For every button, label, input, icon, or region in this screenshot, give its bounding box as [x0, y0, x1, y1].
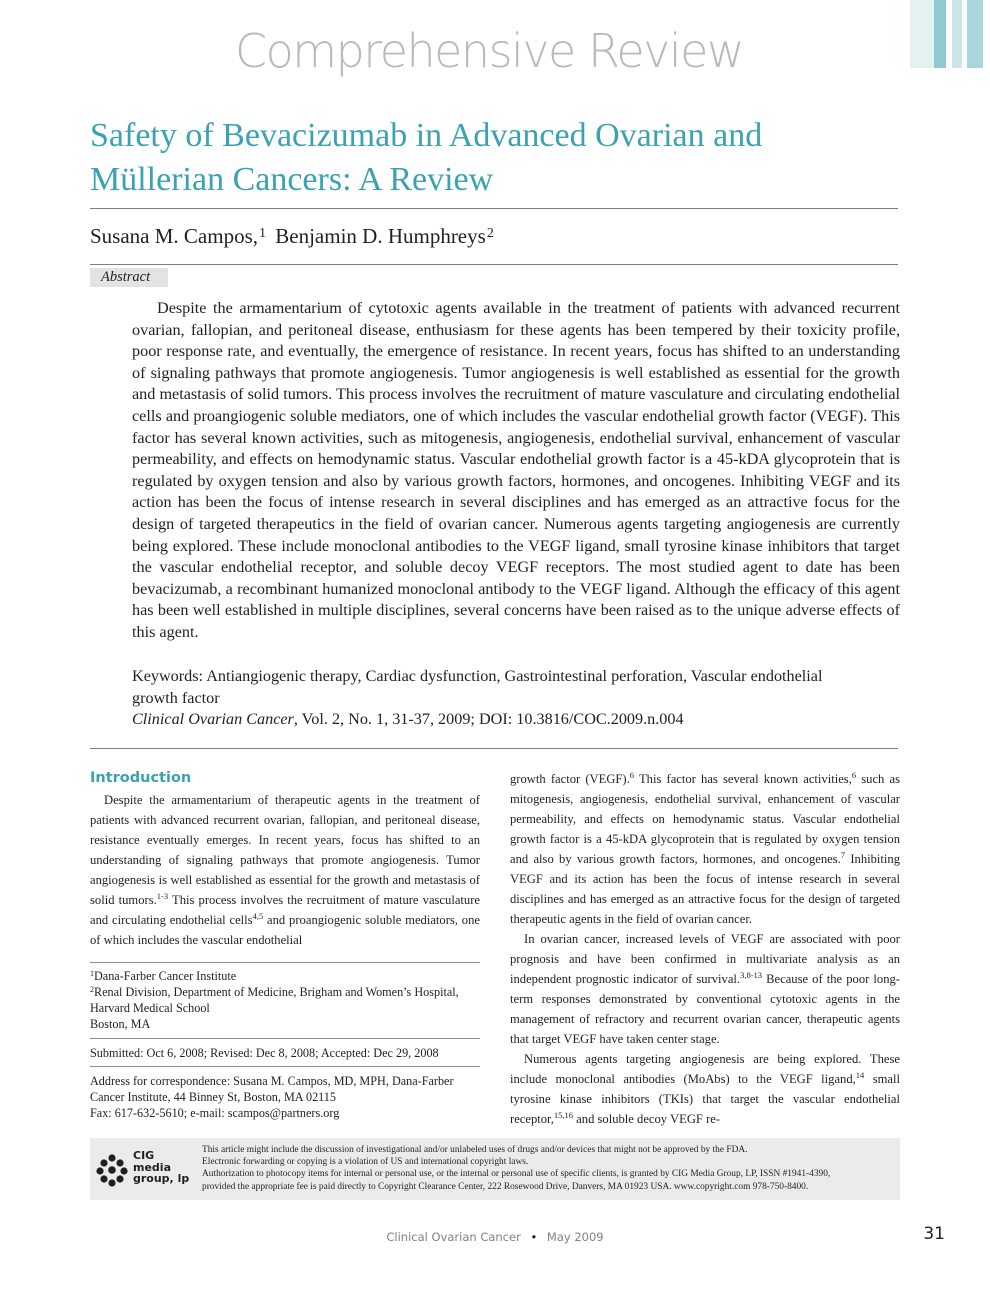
citation-ref: 4,5	[252, 911, 264, 921]
copyright-disclaimer: This article might include the discussion of investigational and/or unlabeled uses of drugs and/or devices that might not be approved by the FDA. Electronic forwarding or copying is a violation of US and international copyright laws. Authorization to photocopy items for internal or personal use, or the internal or personal use of specific clients, is granted by CIG Media Group, LP, ISSN #1941-4390, provided the appropriate fee is paid directly to Copyright Clearance Center, 222 Rosewood Drive, Danvers, MA 01923 USA. www.copyright.com 978-750-8400.	[202, 1145, 831, 1192]
citation-ref: 6	[629, 770, 635, 780]
article-title-line: Müllerian Cancers: A Review	[90, 161, 494, 198]
body-paragraph: In ovarian cancer, increased levels of VEGF are associated with poor prognosis and have been confirmed in multivariate analysis as an independent prognostic indicator of survival.$^{3,8-13}$ Because of the poor long-term responses demonstrated by conventional cytotoxic agents in the management of refractory and recurrent ovarian cancer, therapeutic agents that target VEGF have taken center stage.	[510, 932, 900, 1046]
citation	[132, 709, 892, 731]
article-title	[90, 114, 890, 202]
abstract-divider	[90, 264, 898, 265]
footnote-divider	[90, 1038, 480, 1039]
author-name: Susana M. Campos,	[90, 224, 258, 248]
affiliations	[90, 968, 480, 1032]
affiliation-line: Harvard Medical School	[90, 1001, 210, 1015]
author-affiliation-ref: 1	[259, 226, 266, 241]
author-affiliation-ref: 2	[486, 226, 494, 241]
right-column	[510, 769, 900, 1129]
header-stripe	[967, 0, 983, 68]
section-heading: Comprehensive Review	[235, 24, 744, 78]
citation-ref: 1-3	[156, 891, 169, 901]
body-paragraph: Numerous agents targeting angiogenesis are being explored. These include monoclonal antibodies (MoAbs) to the VEGF ligand,$^{14}$ small tyrosine kinase inhibitors (TKIs) that target the vascular endothelial receptor,$^{15,16}$ and soluble decoy VEGF re-	[510, 1052, 900, 1126]
footer-disclaimer-box	[90, 1138, 900, 1200]
correspondence-line: Cancer Institute, 44 Binney St, Boston, MA 02115	[90, 1090, 336, 1104]
affiliation: $^2$Renal Division, Department of Medicine, Brigham and Women’s Hospital,	[90, 985, 459, 999]
citation-ref: 3,8-13	[740, 970, 763, 980]
affiliation: $^1$Dana-Farber Cancer Institute	[90, 969, 237, 983]
footnote-divider	[90, 962, 480, 963]
abstract-text: Despite the armamentarium of cytotoxic agents available in the treatment of patients with advanced recurrent ovarian, fallopian, and peritoneal disease, enthusiasm for these agents has been tempered by their toxicity profile, poor response rate, and eventually, the emergence of resistance. In recent years, focus has shifted to an understanding of signaling pathways that promote angiogenesis. Tumor angiogenesis is well established as essential for the growth and metastasis of solid tumors. This process involves the recruitment of mature vasculature and circulating endothelial cells and proangiogenic soluble mediators, one of which includes the vascular endothelial growth factor (VEGF). This factor has several known activities, such as mitogenesis, angiogenesis, endothelial survival, enhancement of vascular permeability, and effects on hemodynamic status. Vascular endothelial growth factor is a 45-kDA glycoprotein that is regulated by oxygen tension and also by various growth factors, hormones, and oncogenes. Inhibiting VEGF and its action has been the focus of intense research in several disciplines and has emerged as an attractive focus for the design of targeted therapeutics in the field of ovarian cancer. Numerous agents targeting angiogenesis are currently being explored. These include monoclonal antibodies to the VEGF ligand, small tyrosine kinase inhibitors that target the vascular endothelial receptor, and soluble decoy VEGF receptors. The most studied agent to date has been bevacizumab, a recombinant humanized monoclonal antibody to the VEGF ligand. Although the efficacy of this agent has been well established in multiple disciplines, several concerns have been raised as to the unique adverse effects of this agent.	[132, 299, 900, 641]
keywords	[132, 666, 862, 709]
citation-ref: 14	[855, 1070, 865, 1080]
footer-bullet: •	[530, 1230, 538, 1244]
running-footer	[0, 1230, 990, 1244]
citation-ref: 6	[851, 770, 857, 780]
keywords-list: Antiangiogenic therapy, Cardiac dysfunction, Gastrointestinal perforation, Vascular endothelial growth factor	[132, 667, 823, 707]
correspondence	[90, 1073, 480, 1121]
citation-ref: 15,16	[553, 1110, 574, 1120]
header-stripe	[934, 0, 946, 68]
publisher-logo-text: CIG media group, lp	[133, 1149, 190, 1185]
correspondence-line: Address for correspondence: Susana M. Campos, MD, MPH, Dana-Farber	[90, 1074, 454, 1088]
abstract-label: Abstract	[90, 268, 168, 287]
introduction-heading: Introduction	[90, 770, 192, 786]
article-title-line: Safety of Bevacizumab in Advanced Ovarian and	[90, 117, 763, 154]
citation-ref: 7	[840, 850, 846, 860]
abstract-bottom-divider	[90, 748, 898, 749]
footer-date: May 2009	[546, 1230, 604, 1244]
footnote-divider	[90, 1066, 480, 1067]
citation-journal: Clinical Ovarian Cancer	[132, 710, 294, 728]
affiliation-line: Boston, MA	[90, 1017, 151, 1031]
left-column	[90, 790, 480, 950]
page-number: 31	[923, 1224, 945, 1244]
body-paragraph: growth factor (VEGF).$^6$ This factor has several known activities,$^6$ such as mitogenesis, angiogenesis, endothelial survival, enhancement of vascular permeability, and effects on hemodynamic status. Vascular endothelial growth factor is a 45-kDA glycoprotein that is regulated by oxygen tension and also by various growth factors, hormones, and oncogenes.$^7$ Inhibiting VEGF and its action has been the focus of intense research in several disciplines and has emerged as an attractive focus for the design of targeted therapeutic agents in the field of ovarian cancer.	[510, 770, 901, 926]
author-list	[90, 224, 494, 249]
cig-logo-icon	[94, 1152, 130, 1188]
header-stripe	[952, 0, 962, 68]
keywords-label: Keywords:	[132, 667, 204, 685]
submission-dates: Submitted: Oct 6, 2008; Revised: Dec 8, 2008; Accepted: Dec 29, 2008	[90, 1046, 439, 1060]
footer-journal: Clinical Ovarian Cancer	[386, 1230, 521, 1244]
author-name: Benjamin D. Humphreys	[275, 224, 486, 248]
body-paragraph: Despite the armamentarium of therapeutic agents in the treatment of patients with advanced recurrent ovarian, fallopian, and peritoneal disease, resistance eventually emerges. In recent years, focus has shifted to an understanding of signaling pathways that promote angiogenesis. Tumor angiogenesis is well established as essential for the growth and metastasis of solid tumors.$^{1-3}$ This process involves the recruitment of mature vasculature and circulating endothelial cells$^{4,5}$ and proangiogenic soluble mediators, one of which includes the vascular endothelial	[90, 793, 480, 947]
header-stripe	[983, 0, 990, 68]
correspondence-line: Fax: 617-632-5610; e-mail: scampos@partners.org	[90, 1106, 340, 1120]
title-divider	[90, 208, 898, 209]
citation-details: , Vol. 2, No. 1, 31-37, 2009; DOI: 10.3816/COC.2009.n.004	[293, 710, 684, 728]
